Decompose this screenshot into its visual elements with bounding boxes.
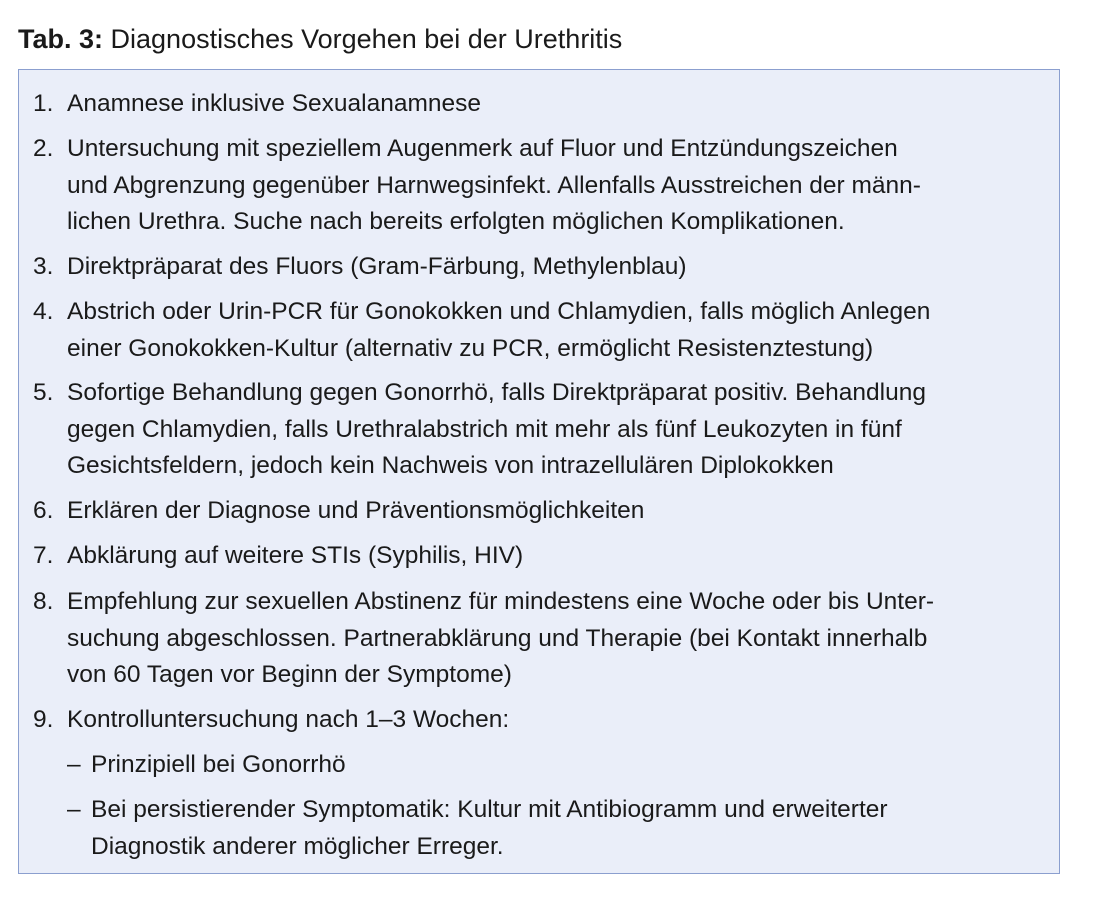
dash-bullet: –: [67, 796, 81, 823]
item-number: 5.: [33, 379, 54, 406]
list-item: [33, 493, 1053, 530]
item-text-line: lichen Urethra. Suche nach bereits erfolgten möglichen Komplikationen.: [67, 208, 845, 235]
item-number: 4.: [33, 298, 54, 325]
item-text-line: von 60 Tagen vor Beginn der Symptome): [67, 661, 512, 688]
item-text-line: Direktpräparat des Fluors (Gram-Färbung, Methylenblau): [67, 253, 687, 280]
list-item: [33, 584, 1053, 694]
item-text-line: suchung abgeschlossen. Partnerabklärung und Therapie (bei Kontakt innerhalb: [67, 624, 928, 652]
list-item: [33, 294, 1053, 367]
item-number: 3.: [33, 253, 54, 280]
item-text-line: Untersuchung mit speziellem Augenmerk auf Fluor und Entzündungszeichen: [67, 135, 898, 162]
item-number: 6.: [33, 497, 54, 524]
table-caption: [18, 22, 622, 56]
sub-list-item: [67, 792, 888, 865]
item-text-line: und Abgrenzung gegenüber Harnwegsinfekt. Allenfalls Ausstreichen der männ-: [67, 171, 921, 199]
diagnostic-steps-box: [18, 69, 1060, 874]
item-number: 9.: [33, 706, 54, 733]
table-title: Diagnostisches Vorgehen bei der Urethritis: [110, 24, 623, 54]
list-item: [33, 249, 1053, 286]
sub-item-text-line: Bei persistierender Symptomatik: Kultur mit Antibiogramm und erweiterter: [91, 796, 888, 823]
sub-item-text-line: Prinzipiell bei Gonorrhö: [91, 751, 346, 778]
item-number: 2.: [33, 135, 54, 162]
dash-bullet: –: [67, 751, 81, 778]
sub-list-item: [67, 747, 346, 784]
list-item: [33, 86, 1053, 123]
item-text-line: Abklärung auf weitere STIs (Syphilis, HIV): [67, 542, 524, 569]
item-number: 1.: [33, 90, 54, 117]
item-text-line: Gesichtsfeldern, jedoch kein Nachweis von intrazellulären Diplokokken: [67, 452, 834, 479]
item-number: 8.: [33, 588, 54, 615]
item-number: 7.: [33, 542, 54, 569]
item-text-line: Kontrolluntersuchung nach 1–3 Wochen:: [67, 706, 510, 733]
item-text-line: Anamnese inklusive Sexualanamnese: [67, 90, 482, 117]
list-item: [33, 702, 1053, 739]
item-text-line: Erklären der Diagnose und Präventionsmöglichkeiten: [67, 497, 645, 524]
table-number: Tab. 3:: [18, 24, 104, 54]
list-item: [33, 375, 1053, 485]
item-text-line: Sofortige Behandlung gegen Gonorrhö, falls Direktpräparat positiv. Behandlung: [67, 379, 926, 406]
item-text-line: gegen Chlamydien, falls Urethralabstrich mit mehr als fünf Leukozyten in fünf: [67, 415, 902, 443]
sub-item-text-line: Diagnostik anderer möglicher Erreger.: [91, 832, 504, 860]
item-text-line: einer Gonokokken-Kultur (alternativ zu PCR, ermöglicht Resistenztestung): [67, 334, 874, 362]
list-item: [33, 131, 1053, 241]
item-text-line: Abstrich oder Urin-PCR für Gonokokken und Chlamydien, falls möglich Anlegen: [67, 298, 931, 325]
list-item: [33, 538, 1053, 575]
item-text-line: Empfehlung zur sexuellen Abstinenz für mindestens eine Woche oder bis Unter-: [67, 588, 935, 615]
